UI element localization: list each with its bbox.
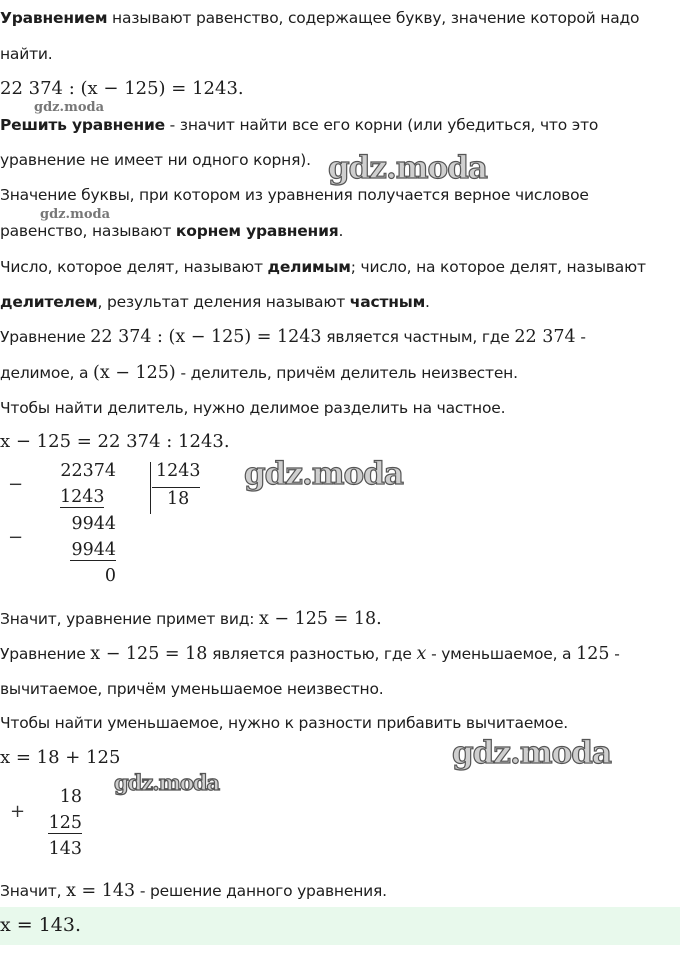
division-quotient: 18 (167, 489, 190, 509)
division-subtract-1: 1243 (60, 487, 105, 507)
addition-operand-2: 125 (48, 813, 82, 833)
division-subtract-2: 9944 (71, 540, 116, 560)
definition-root: Значение буквы, при котором из уравнения получается верное числовое (0, 186, 589, 204)
term-divisor: делителем (0, 293, 98, 311)
definition-equation-line2: найти. (0, 45, 53, 63)
watermark: gdz.moda (40, 207, 111, 222)
definition-solve: Решить уравнение - значит найти все его корни (или убедиться, что это (0, 116, 599, 134)
division-remainder-2: 0 (104, 566, 116, 586)
rule-find-divisor: Чтобы найти делитель, нужно делимое разделить на частное. (0, 399, 506, 417)
step-new-equation: Значит, уравнение примет вид: x − 125 = 18. (0, 609, 382, 629)
step-difference-line2: вычитаемое, причём уменьшаемое неизвестно. (0, 680, 384, 698)
watermark: gdz.moda (244, 456, 403, 492)
step-conclusion: Значит, x = 143 - решение данного уравнения. (0, 881, 387, 901)
watermark: gdz.moda (328, 150, 487, 186)
step-quotient: Уравнение 22 374 : (x − 125) = 1243 является частным, где 22 374 - (0, 327, 586, 347)
step-quotient-line2: делимое, а (x − 125) - делитель, причём делитель неизвестен. (0, 363, 518, 383)
watermark: gdz.moda (34, 100, 105, 115)
term-root: корнем уравнения (175, 222, 339, 240)
definition-equation: Уравнением называют равенство, содержащее букву, значение которой надо (0, 9, 640, 27)
division-dividend: 22374 (60, 461, 116, 481)
definition-root-line2: равенство, называют корнем уравнения. (0, 222, 344, 240)
minus-sign: − (8, 527, 24, 548)
answer-highlight (0, 907, 680, 945)
rule-find-minuend: Чтобы найти уменьшаемое, нужно к разности прибавить вычитаемое. (0, 714, 569, 732)
equation-minuend: x = 18 + 125 (0, 747, 121, 768)
term-dividend: делимым (267, 258, 351, 276)
watermark: gdz.moda (452, 735, 611, 771)
example-equation: 22 374 : (x − 125) = 1243. (0, 78, 244, 99)
definition-division-terms: Число, которое делят, называют делимым; число, на которое делят, называют (0, 258, 646, 276)
watermark: gdz.moda (114, 770, 220, 795)
step-difference: Уравнение x − 125 = 18 является разностью, где x - уменьшаемое, а 125 - (0, 644, 620, 664)
addition-sum: 143 (48, 839, 82, 859)
division-remainder-1: 9944 (71, 514, 116, 534)
definition-solve-line2: уравнение не имеет ни одного корня). (0, 151, 311, 169)
term-quotient: частным (349, 293, 426, 311)
definition-division-terms-line2: делителем, результат деления называют частным. (0, 293, 430, 311)
equation-divisor: x − 125 = 22 374 : 1243. (0, 431, 230, 452)
term-equation: Уравнением (0, 9, 108, 27)
addition-operand-1: 18 (59, 787, 82, 807)
answer: x = 143. (0, 914, 82, 936)
term-solve: Решить уравнение (0, 116, 165, 134)
minus-sign: − (8, 474, 24, 495)
division-divisor: 1243 (156, 461, 201, 481)
plus-sign: + (10, 801, 26, 822)
